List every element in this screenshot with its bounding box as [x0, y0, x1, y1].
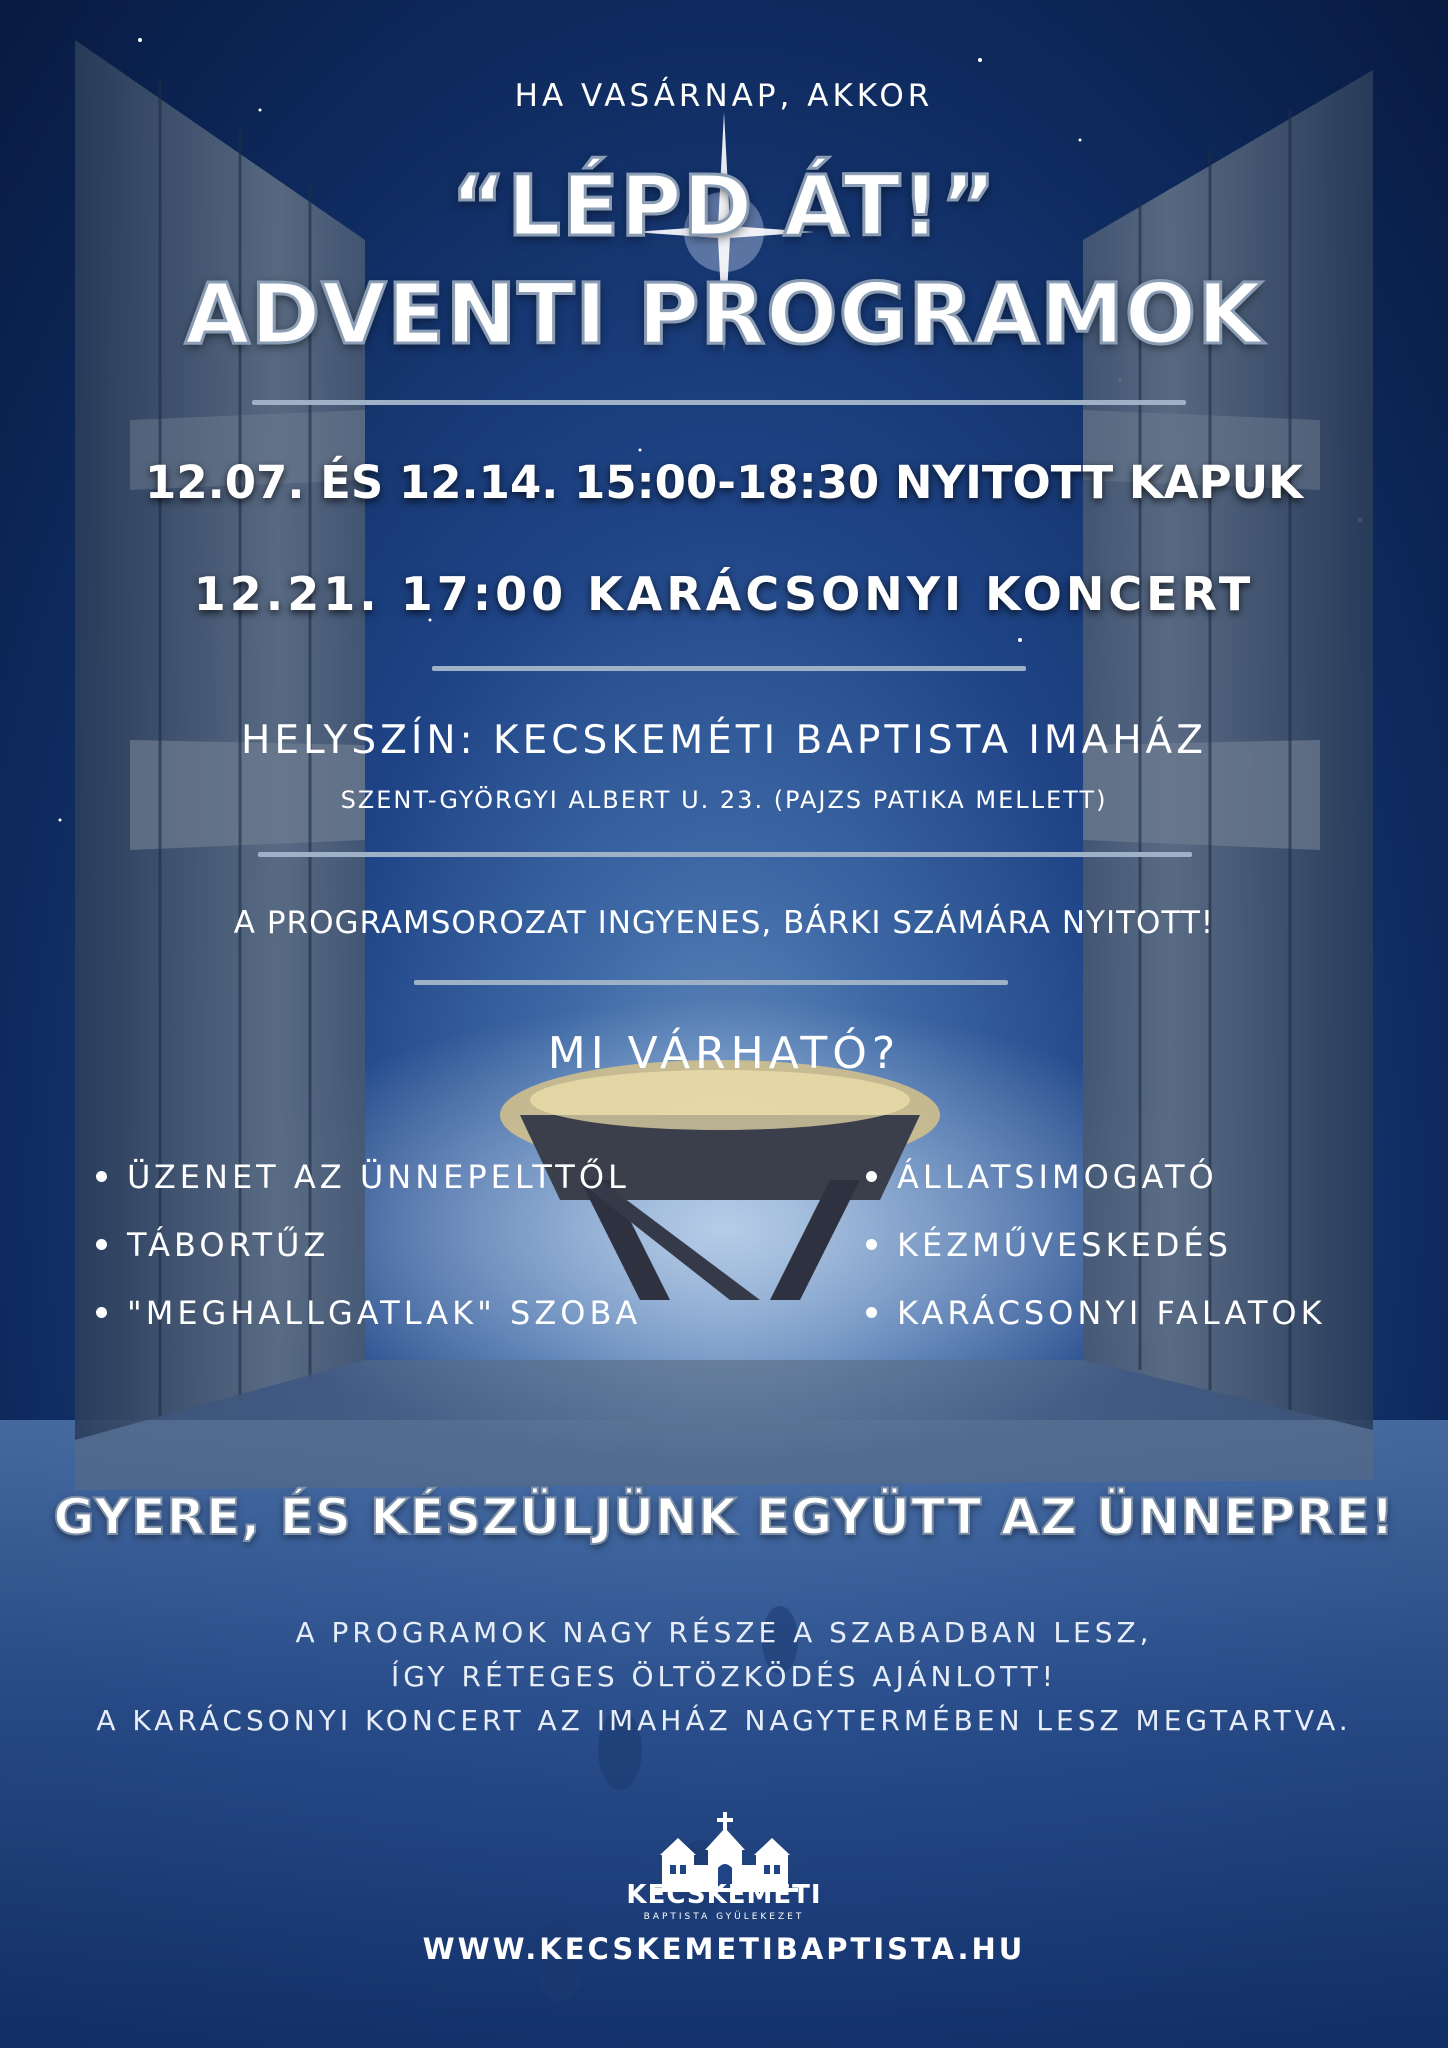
- location-text: HELYSZÍN: KECSKEMÉTI BAPTISTA IMAHÁZ: [241, 718, 1207, 763]
- divider-3: [258, 852, 1192, 857]
- divider-4: [414, 980, 1008, 985]
- title-line-2: ADVENTI PROGRAMOK: [184, 265, 1264, 363]
- address-text: SZENT-GYÖRGYI ALBERT U. 23. (PAJZS PATIKA MELLETT): [340, 786, 1108, 814]
- list-item-label: KARÁCSONYI FALATOK: [897, 1294, 1326, 1332]
- bullet-icon: [866, 1171, 877, 1182]
- list-item-label: TÁBORTŰZ: [127, 1226, 330, 1264]
- free-entry-note: A PROGRAMSOROZAT INGYENES, BÁRKI SZÁMÁRA NYITOTT!: [233, 905, 1215, 941]
- date-line-2: 12.21. 17:00 KARÁCSONYI KONCERT: [193, 567, 1255, 621]
- section-heading: MI VÁRHATÓ?: [547, 1028, 901, 1079]
- title-line-1: “LÉPD ÁT!”: [451, 157, 997, 255]
- info-note-line-2: ÍGY RÉTEGES ÖLTÖZKÖDÉS AJÁNLOTT!: [390, 1660, 1058, 1693]
- logo-name: KECSKEMÉTI: [626, 1880, 822, 1910]
- divider-1: [252, 400, 1186, 405]
- bullet-icon: [96, 1239, 107, 1250]
- list-item: [96, 1155, 641, 1223]
- bullet-list-left: [96, 1155, 641, 1359]
- call-to-action: GYERE, ÉS KÉSZÜLJÜNK EGYÜTT AZ ÜNNEPRE!: [53, 1488, 1395, 1546]
- info-note-line-3: A KARÁCSONYI KONCERT AZ IMAHÁZ NAGYTERMÉBEN LESZ MEGTARTVA.: [96, 1704, 1352, 1737]
- divider-2: [432, 666, 1026, 671]
- logo-subtitle: BAPTISTA GYÜLEKEZET: [643, 1912, 805, 1922]
- list-item: [866, 1155, 1326, 1223]
- list-item: [866, 1291, 1326, 1359]
- bullet-list-right: [866, 1155, 1326, 1359]
- bullet-icon: [866, 1307, 877, 1318]
- website-link[interactable]: WWW.KECSKEMETIBAPTISTA.HU: [422, 1932, 1026, 1966]
- bullet-icon: [96, 1307, 107, 1318]
- bullet-icon: [866, 1239, 877, 1250]
- list-item-label: ÁLLATSIMOGATÓ: [897, 1158, 1218, 1196]
- date-line-1: 12.07. ÉS 12.14. 15:00-18:30 NYITOTT KAPUK: [145, 456, 1303, 509]
- info-note-line-1: A PROGRAMOK NAGY RÉSZE A SZABADBAN LESZ,: [295, 1616, 1153, 1649]
- list-item-label: ÜZENET AZ ÜNNEPELTTŐL: [127, 1158, 630, 1196]
- list-item: [96, 1223, 641, 1291]
- list-item: [866, 1223, 1326, 1291]
- list-item-label: "MEGHALLGATLAK" SZOBA: [127, 1294, 642, 1332]
- list-item-label: KÉZMŰVESKEDÉS: [897, 1226, 1232, 1264]
- eyebrow-text: HA VASÁRNAP, AKKOR: [514, 78, 934, 114]
- list-item: [96, 1291, 641, 1359]
- bullet-icon: [96, 1171, 107, 1182]
